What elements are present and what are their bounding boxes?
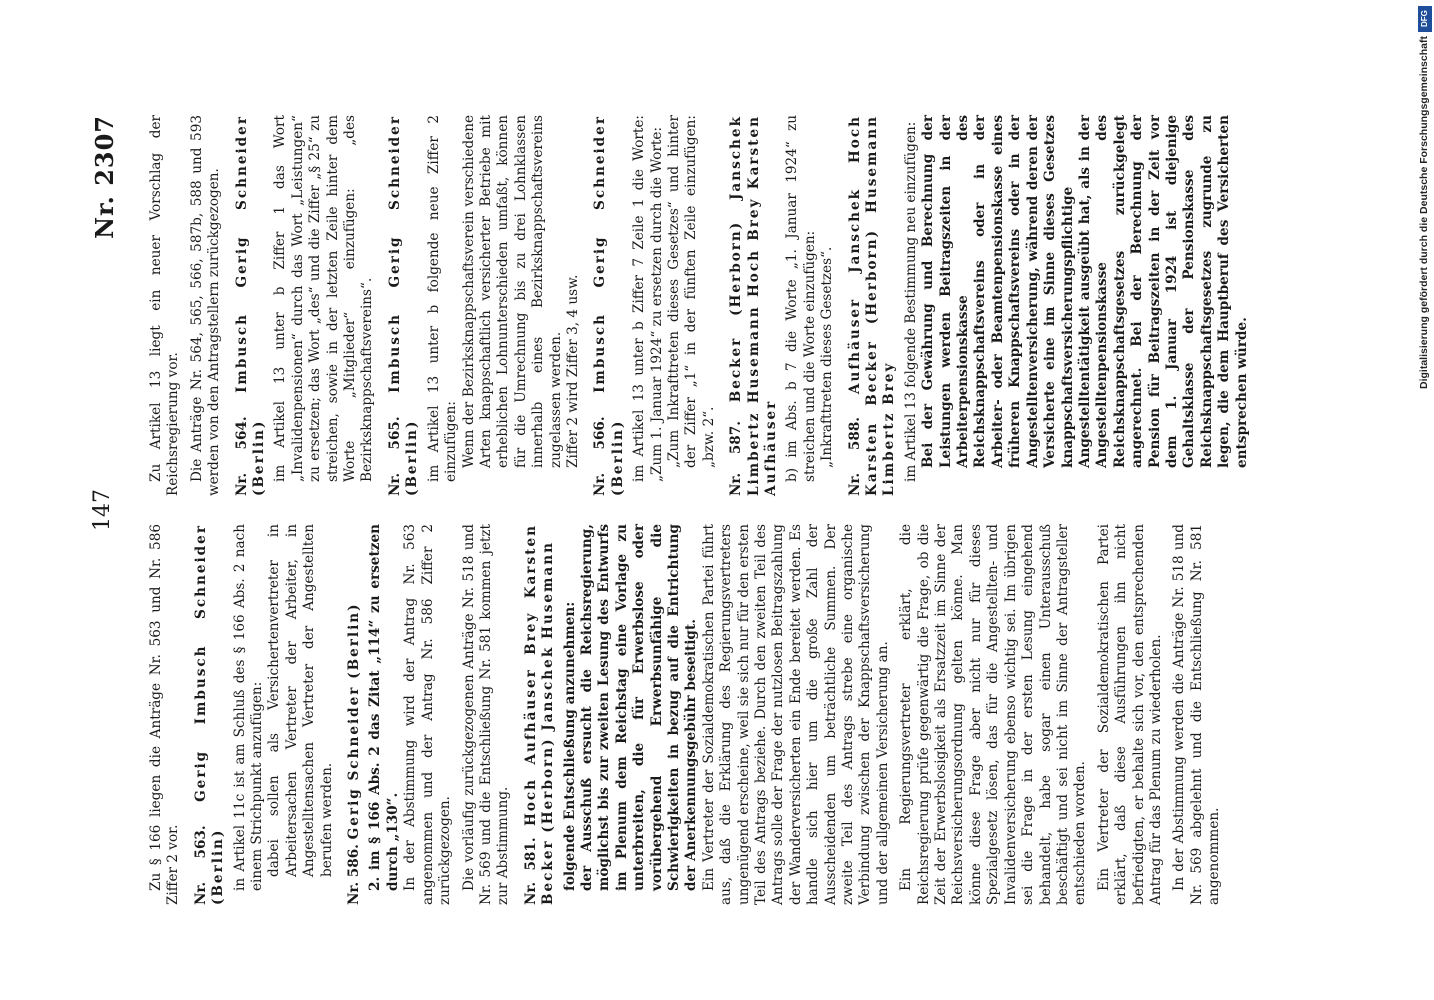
motion-text: im Artikel 13 unter b folgende neue Ziffer 2 einzufügen: xyxy=(425,115,460,482)
motion-564-heading xyxy=(234,115,269,496)
motion-text: im Artikel 13 folgende Bestimmung neu einzufügen: xyxy=(902,121,919,482)
motion-note: Ziffer 2 wird Ziffer 3, 4 usw. xyxy=(564,274,581,468)
funding-notice xyxy=(1418,6,1432,596)
motion-signatories: Becker (Herborn) Janschek Limbertz Husemann Hoch Brey Karsten Aufhäuser xyxy=(728,115,779,496)
motion-number: Nr. 566. xyxy=(592,416,609,496)
motion-signatories: Gerig Imbusch Schneider (Berlin) xyxy=(192,524,227,905)
paragraph: Die Anträge Nr. 564, 565, 566, 587b, 588 und 593 werden von den Antragstellern zurückgezogen. xyxy=(188,115,223,496)
motion-text: im Artikel 13 unter b Ziffer 1 das Wort „Invalidenpensionen“ durch das Wort „Leistungen“ zu ersetzen; das Wort „des“ und die Ziffer „§ 25“ zu streichen, sowie in der letzten Zeile hinter dem Worte „Mitglieder“ einzufügen: „des Bezirksknappschaftsvereins“. xyxy=(272,115,376,482)
motion-signatories: Hoch Aufhäuser Brey Karsten Becker (Herborn) Janschek Husemann xyxy=(522,524,557,905)
motion-quote: Wenn der Bezirksknappschaftsverein verschiedene Arten knappschaftlich versicherter Betriebe mit erheblichen Lohnunterschieden umfaßt, können für die Umrechnung bis zu drei Lohnklassen innerhalb eines Bezirksknappschaftsvereins zugelassen werden. xyxy=(460,115,564,468)
motion-581-heading xyxy=(523,524,558,905)
left-column xyxy=(148,524,1251,905)
paragraph: Zu § 166 liegen die Anträge Nr. 563 und Nr. 586 Ziffer 2 vor. xyxy=(148,524,182,905)
two-columns xyxy=(148,115,1251,905)
paragraph: In der Abstimmung wird der Antrag Nr. 563 angenommen und der Antrag Nr. 586 Ziffer 2 zurückgezogen. xyxy=(402,524,454,905)
motion-586-heading xyxy=(346,524,363,905)
paragraph: Ein Vertreter der Sozialdemokratischen Partei führt aus, daß die Erklärung des Regierungsvertreters ungenügend erscheine, weil sie sich nur für den ersten Teil des Antrags beziehe. Durch den zweiten Teil des Antrags solle der Frage der nutzlosen Beitragszahlung der Wanderversicherten ein Ende bereitet werden. Es handle sich hier um die große Zahl der Ausscheidenden um beträchtliche Summen. Der zweite Teil des Antrags strebe eine organische Verbindung zwischen der Knappschaftsversicherung und der allgemeinen Versicherung an. xyxy=(700,524,891,905)
right-column xyxy=(148,115,1251,496)
document-number: Nr. 2307 xyxy=(90,115,119,239)
dfg-logo: DFG xyxy=(1418,6,1432,32)
funding-notice-text: Digitalisierung gefördert durch die Deutsche Forschungsgemeinschaft xyxy=(1418,36,1430,389)
motion-quote: dabei sollen als Versichertenvertreter in Arbeitersachen Vertreter der Arbeiter, in Angestelltensachen Vertreter der Angestellten berufen werden. xyxy=(266,524,335,877)
motion-565-heading xyxy=(387,115,422,496)
page-header xyxy=(90,115,130,905)
motion-number: Nr. 565. xyxy=(386,416,403,496)
motion-number: Nr. 588. xyxy=(846,416,863,496)
motion-number: Nr. 586. xyxy=(346,844,363,905)
motion-587-heading xyxy=(728,115,780,496)
motion-566-heading xyxy=(592,115,627,496)
motion-number: Nr. 564. xyxy=(233,416,250,496)
motion-quote: der Ausschuß ersucht die Reichsregierung, möglichst bis zur zweiten Lesung des Entwurfs im Plenum dem Reichstag eine Vorlage zu unterbreiten, die für Erwerbslose oder vorübergehend Erwerbsunfähige die Schwierigkeiten in bezug auf die Entrichtung der Anerkennungsgebühr beseitigt. xyxy=(578,524,700,891)
motion-563-heading xyxy=(193,524,228,905)
motion-quote: Bei der Gewährung und Berechnung der Leistungen werden Beitragszeiten in der Arbeiterpensionskasse des Reichsknappschaftsvereins oder in der Arbeiter- oder Beamtenpensionskasse eines früheren Knappschaftsvereins oder in der Angestelltenversicherung, während deren der Versicherte eine im Sinne dieses Gesetzes knappschaftsversicherungspflichtige Angestelltentätigkeit ausgeübt hat, als in der Angestelltenpensionskasse des Reichsknappschaftsgesetzes zurückgelegt angerechnet. Bei der Berechnung der Pension für Beitragszeiten in der Zeit vor dem 1. Januar 1924 ist diejenige Gehaltsklasse der Pensionskasse des Reichsknappschaftsgesetzes zugrunde zu legen, die dem Hauptberuf des Versicherten entsprechen würde. xyxy=(920,115,1250,468)
motion-text: 2. im § 166 Abs. 2 das Zitat „114“ zu ersetzen durch „130“. xyxy=(367,524,401,891)
motion-intro: folgende Entschließung anzunehmen: xyxy=(561,601,578,891)
motion-number: Nr. 563. xyxy=(192,825,209,905)
motion-588-heading xyxy=(847,115,899,496)
motion-text: in Artikel 11c ist am Schluß des § 166 Abs. 2 nach einem Strichpunkt anzufügen: xyxy=(231,524,266,891)
motion-quote: „Inkrafttreten dieses Gesetzes“. xyxy=(819,246,836,468)
motion-signatories: Imbusch Gerig Schneider (Berlin) xyxy=(592,115,626,496)
paragraph: Zu Artikel 13 liegt ein neuer Vorschlag der Reichsregierung vor. xyxy=(148,115,182,496)
page-content xyxy=(90,115,1251,905)
motion-text: b) im Abs. b 7 die Worte „1. Januar 1924“ zu streichen und die Worte einzufügen: xyxy=(784,115,818,482)
paragraph: Die vorläufig zurückgezogenen Anträge Nr. 518 und Nr. 569 und die Entschließung Nr. 581 kommen jetzt zur Abstimmung. xyxy=(460,524,512,905)
motion-number: Nr. 581. xyxy=(522,837,539,905)
motion-signatories: Imbusch Gerig Schneider (Berlin) xyxy=(233,115,268,496)
motion-signatories: Aufhäuser Janschek Hoch Karsten Becker (Herborn) Husemann Limbertz Brey xyxy=(846,114,898,496)
motion-text: im Artikel 13 unter b Ziffer 7 Zeile 1 die Worte: „Zum 1. Januar 1924“ zu ersetzen durch die Worte: xyxy=(631,115,665,482)
page-number: 147 xyxy=(90,489,115,531)
paragraph: Ein Vertreter der Sozialdemokratischen Partei erklärt, daß diese Ausführungen ihn nicht befriedigten, er behalte sich vor, den entsprechenden Antrag für das Plenum zu wiederholen. xyxy=(1095,524,1164,905)
paragraph: In der Abstimmung werden die Anträge Nr. 518 und Nr. 569 abgelehnt und die Entschließung Nr. 581 angenommen. xyxy=(1171,524,1223,905)
motion-quote: „Zum Inkrafttreten dieses Gesetzes“ und hinter der Ziffer „1“ in der fünften Zeile einzufügen: „bzw. 2“. xyxy=(665,115,717,468)
motion-signatories: Gerig Schneider (Berlin) xyxy=(346,602,363,840)
paragraph: Ein Regierungsvertreter erklärt, die Reichsregierung prüfe gegenwärtig die Frage, ob die Zeit der Erwerbslosigkeit als Ersatzzeit im Sinne der Reichsversicherungsordnung gelten könne. Man könne diese Frage aber nicht nur für dieses Spezialgesetz lösen, das für die Angestellten- und Invalidenversicherung ebenso wichtig sei. Im übrigen sei die Frage in der ersten Lesung eingehend behandelt, habe sogar einen Unterausschuß beschäftigt und sei nicht im Sinne der Antragsteller entschieden worden. xyxy=(898,524,1089,905)
motion-number: Nr. 587. xyxy=(728,421,745,496)
motion-signatories: Imbusch Gerig Schneider (Berlin) xyxy=(386,115,421,496)
